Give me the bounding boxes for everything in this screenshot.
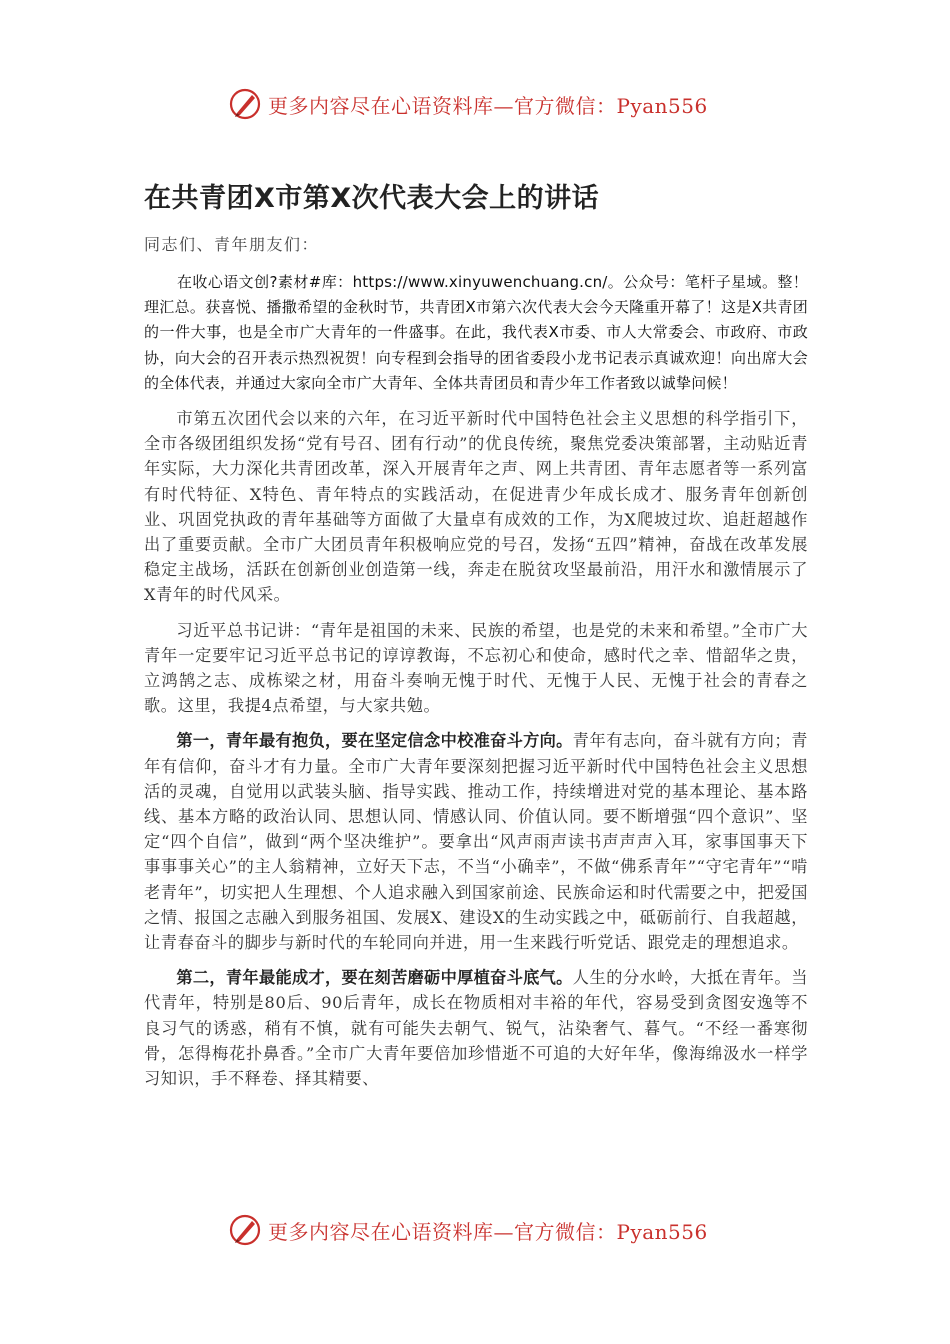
point-1-heading: 第一，青年最有抱负，要在坚定信念中校准奋斗方向。: [176, 731, 573, 751]
greeting: 同志们、青年朋友们：: [144, 235, 320, 254]
paragraph-review: 市第五次团代会以来的六年，在习近平新时代中国特色社会主义思想的科学指引下，全市各级团组织发扬“党有号召、团有行动”的优良传统，聚焦党委决策部署，主动贴近青年实际，大力深化共青团改革，深入开展青年之声、网上共青团、青年志愿者等一系列富有时代特征、X特色、青年特点的实践活动，在促进青少年成长成才、服务青年创新创业、巩固党执政的青年基础等方面做了大量卓有成效的工作，为X爬坡过坎、追赶超越作出了重要贡献。全市广大团员青年积极响应党的号召，发扬“五四”精神，奋战在改革发展稳定主战场，活跃在创新创业创造第一线，奔走在脱贫攻坚最前沿，用汗水和激情展示了X青年的时代风采。: [144, 409, 808, 605]
footer-banner: [228, 1210, 708, 1250]
banner-text: 更多内容尽在心语资料库—官方微信：Pyan556: [268, 93, 708, 118]
point-1-body: 青年有志向，奋斗就有方向；青年有信仰，奋斗才有力量。全市广大青年要深刻把握习近平新时代中国特色社会主义思想活的灵魂，自觉用以武装头脑、指导实践、推动工作，持续增进对党的基本理论、基本路线、基本方略的政治认同、思想认同、情感认同、价值认同。要不断增强“四个意识”、坚定“四个自信”，做到“两个坚决维护”。要拿出“风声雨声读书声声声入耳，家事国事天下事事事关心”的主人翁精神，立好天下志，不当“小确幸”，不做“佛系青年”“守宅青年”“啃老青年”，切实把人生理想、个人追求融入到国家前途、民族命运和时代需要之中，把爱国之情、报国之志融入到服务祖国、发展X、建设X的生动实践之中，砥砺前行、自我超越，让青春奋斗的脚步与新时代的车轮同向并进，用一生来践行听党话、跟党走的理想追求。: [144, 731, 808, 953]
document-body: [144, 232, 808, 1101]
header-banner: [228, 84, 708, 124]
banner-text: 更多内容尽在心语资料库—官方微信：Pyan556: [268, 1219, 708, 1244]
intro-paragraph: 在收心语文创?素材#库：https://www.xinyuwenchuang.cn/。公众号：笔杆子星域。整！理汇总。获喜悦、播撒希望的金秋时节，共青团X市第六次代表大会今天隆重开幕了！这是X共青团的一件大事，也是全市广大青年的一件盛事。在此，我代表X市委、市人大常委会、市政府、市政协，向大会的召开表示热烈祝贺！向专程到会指导的团省委段小龙书记表示真诚欢迎！向出席大会的全体代表，并通过大家向全市广大青年、全体共青团员和青少年工作者致以诚挚问候！: [144, 273, 808, 392]
pen-seal-logo-icon: [228, 1213, 262, 1247]
pen-seal-logo-icon: [228, 87, 262, 121]
point-2-heading: 第二，青年最能成才，要在刻苦磨砺中厚植奋斗底气。: [176, 968, 573, 988]
paragraph-quote: 习近平总书记讲：“青年是祖国的未来、民族的希望，也是党的未来和希望。”全市广大青年一定要牢记习近平总书记的谆谆教诲，不忘初心和使命，感时代之幸、惜韶华之贵，立鸿鹄之志、成栋梁之材，用奋斗奏响无愧于时代、无愧于人民、无愧于社会的青春之歌。这里，我提4点希望，与大家共勉。: [144, 620, 808, 716]
paragraph-point-2: [144, 965, 808, 1091]
point-2-body: 人生的分水岭，大抵在青年。当代青年，特别是80后、90后青年，成长在物质相对丰裕的年代，容易受到贪图安逸等不良习气的诱惑，稍有不慎，就有可能失去朝气、锐气，沾染奢气、暮气。“不经一番寒彻骨，怎得梅花扑鼻香。”全市广大青年要倍加珍惜逝不可追的大好年华，像海绵汲水一样学习知识，手不释卷、择其精要、: [144, 968, 808, 1089]
paragraph-point-1: [144, 728, 808, 955]
document-title: 在共青团X市第X次代表大会上的讲话: [144, 183, 600, 214]
